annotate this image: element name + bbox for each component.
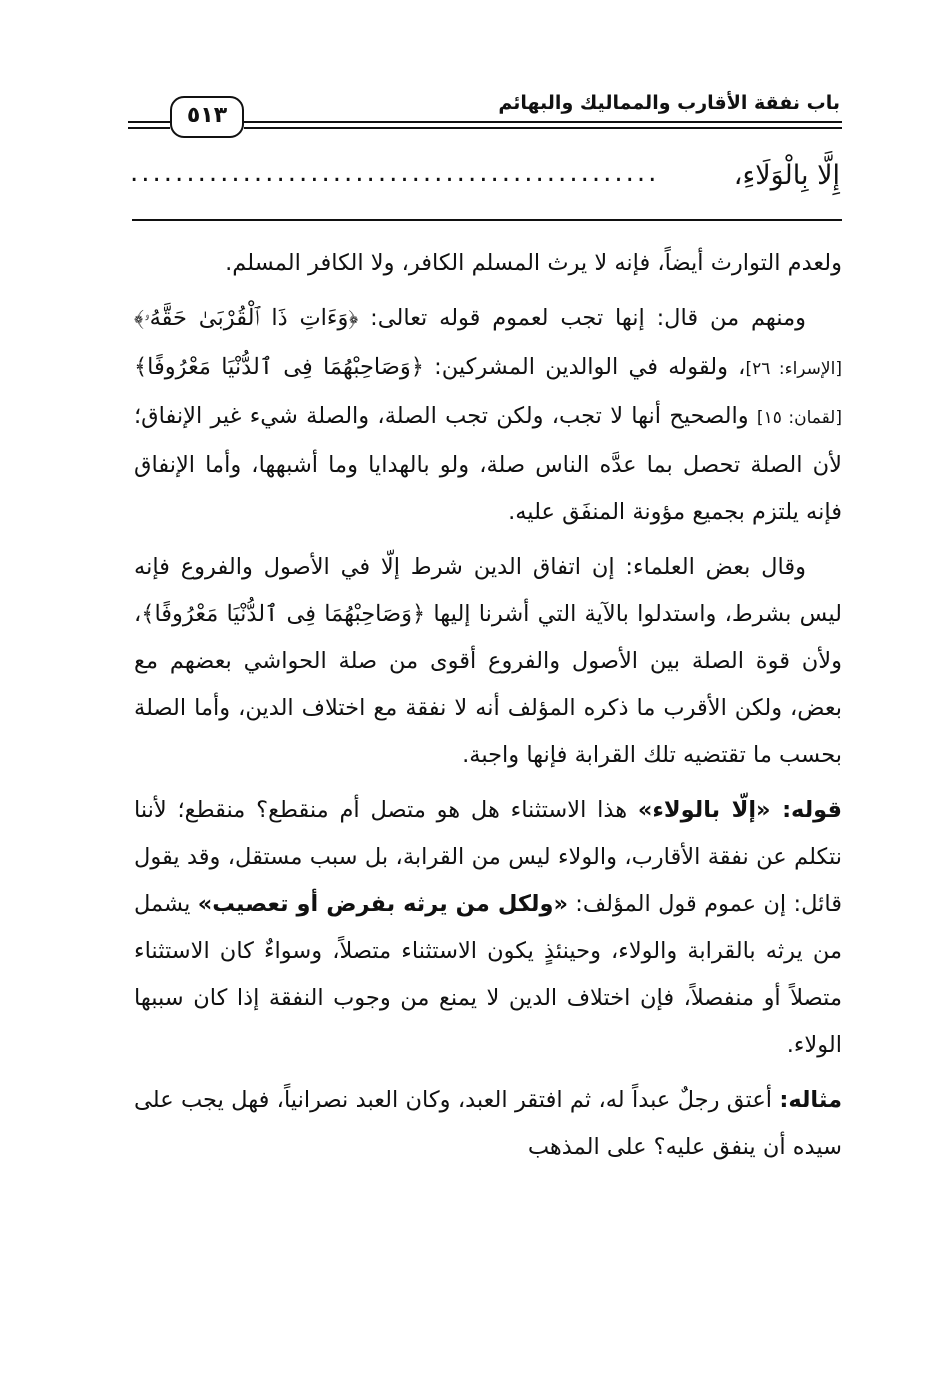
quran-verse-isra: ﴿وَءَاتِ ذَا ٱلْقُرْبَىٰ حَقَّهُۥ﴾ bbox=[134, 305, 359, 331]
header-rule-left-bottom bbox=[128, 127, 170, 129]
commentary-body bbox=[134, 240, 842, 1179]
running-header-title: باب نفقة الأقارب والمماليك والبهائم bbox=[498, 92, 840, 114]
matn-text: إِلَّا بِالْوَلَاءِ، bbox=[733, 160, 840, 191]
p4-label: قوله: bbox=[782, 797, 842, 823]
p5-text-a: أعتق رجلٌ عبداً له، ثم افتقر العبد، وكان العبد نصرانياً، فهل يجب على سيده أن ينفق عليه؟ على المذهب bbox=[134, 1087, 842, 1160]
quran-verse-luqman: ﴿وَصَاحِبْهُمَا فِى ٱلدُّنْيَا مَعْرُوفًا﴾ bbox=[134, 354, 424, 380]
p3-text-b: ، ولأن قوة الصلة بين الأصول والفروع أقوى من صلة الحواشي بعضهم مع بعض، ولكن الأقرب ما ذكره المؤلف أنه لا نفقة مع اختلاف الدين، وأما الصلة بحسب ما تقتضيه تلك القرابة فإنها واجبة. bbox=[134, 601, 842, 768]
header-rule-top bbox=[244, 121, 842, 123]
paragraph-4 bbox=[134, 787, 842, 1069]
verse-reference-luqman: [لقمان: ١٥] bbox=[756, 408, 842, 428]
header-rule-bottom bbox=[244, 127, 842, 129]
p3-text-a: وقال بعض العلماء: إن اتفاق الدين شرط إلّا في الأصول والفروع فإنه ليس بشرط، واستدلوا بالآية التي أشرنا إليها bbox=[134, 554, 842, 627]
p4-quote-2: «ولكل من يرثه بفرض أو تعصيب» bbox=[197, 891, 568, 917]
p2-text-c: والصحيح أنها لا تجب، ولكن تجب الصلة، والصلة شيء غير الإنفاق؛ لأن الصلة تحصل بما عدَّه الناس صلة، ولو بالهدايا وما أشبهها، وأما الإنفاق فإنه يلتزم بجميع مؤونة المنفَق عليه. bbox=[134, 403, 842, 525]
p2-text-b: ، ولقوله في الوالدين المشركين: bbox=[423, 354, 746, 380]
matn-dots: ............................................... bbox=[130, 158, 660, 188]
p4-quote: «إلّا بالولاء» bbox=[637, 797, 783, 823]
p4-text-b: يشمل من يرثه بالقرابة والولاء، وحينئذٍ يكون الاستثناء متصلاً، وسواءٌ كان الاستثناء متصلاً أو منفصلاً، فإن اختلاف الدين لا يمنع من وجوب النفقة إذا كان سببها الولاء. bbox=[134, 891, 842, 1058]
page-number: ٥١٣ bbox=[170, 96, 244, 138]
paragraph-5 bbox=[134, 1077, 842, 1171]
paragraph-2 bbox=[134, 295, 842, 536]
p4-text-a: هذا الاستثناء هل هو متصل أم منقطع؟ منقطع؛ لأننا نتكلم عن نفقة الأقارب، والولاء ليس من القرابة، بل سبب مستقل، وقد يقول قائل: إن عموم قول المؤلف: bbox=[134, 797, 842, 917]
paragraph-1 bbox=[134, 240, 842, 287]
paragraph-1-text: ولعدم التوارث أيضاً، فإنه لا يرث المسلم الكافر، ولا الكافر المسلم. bbox=[225, 250, 842, 276]
matn-separator bbox=[132, 219, 842, 221]
header-rule-left-top bbox=[128, 121, 170, 123]
paragraph-3 bbox=[134, 544, 842, 779]
p5-label: مثاله: bbox=[779, 1087, 842, 1113]
verse-reference-isra: [الإسراء: ٢٦] bbox=[745, 359, 842, 379]
p2-text-a: ومنهم من قال: إنها تجب لعموم قوله تعالى: bbox=[358, 305, 807, 331]
quran-verse-luqman-repeat: ﴿وَصَاحِبْهُمَا فِى ٱلدُّنْيَا مَعْرُوفًا﴾ bbox=[141, 601, 426, 627]
